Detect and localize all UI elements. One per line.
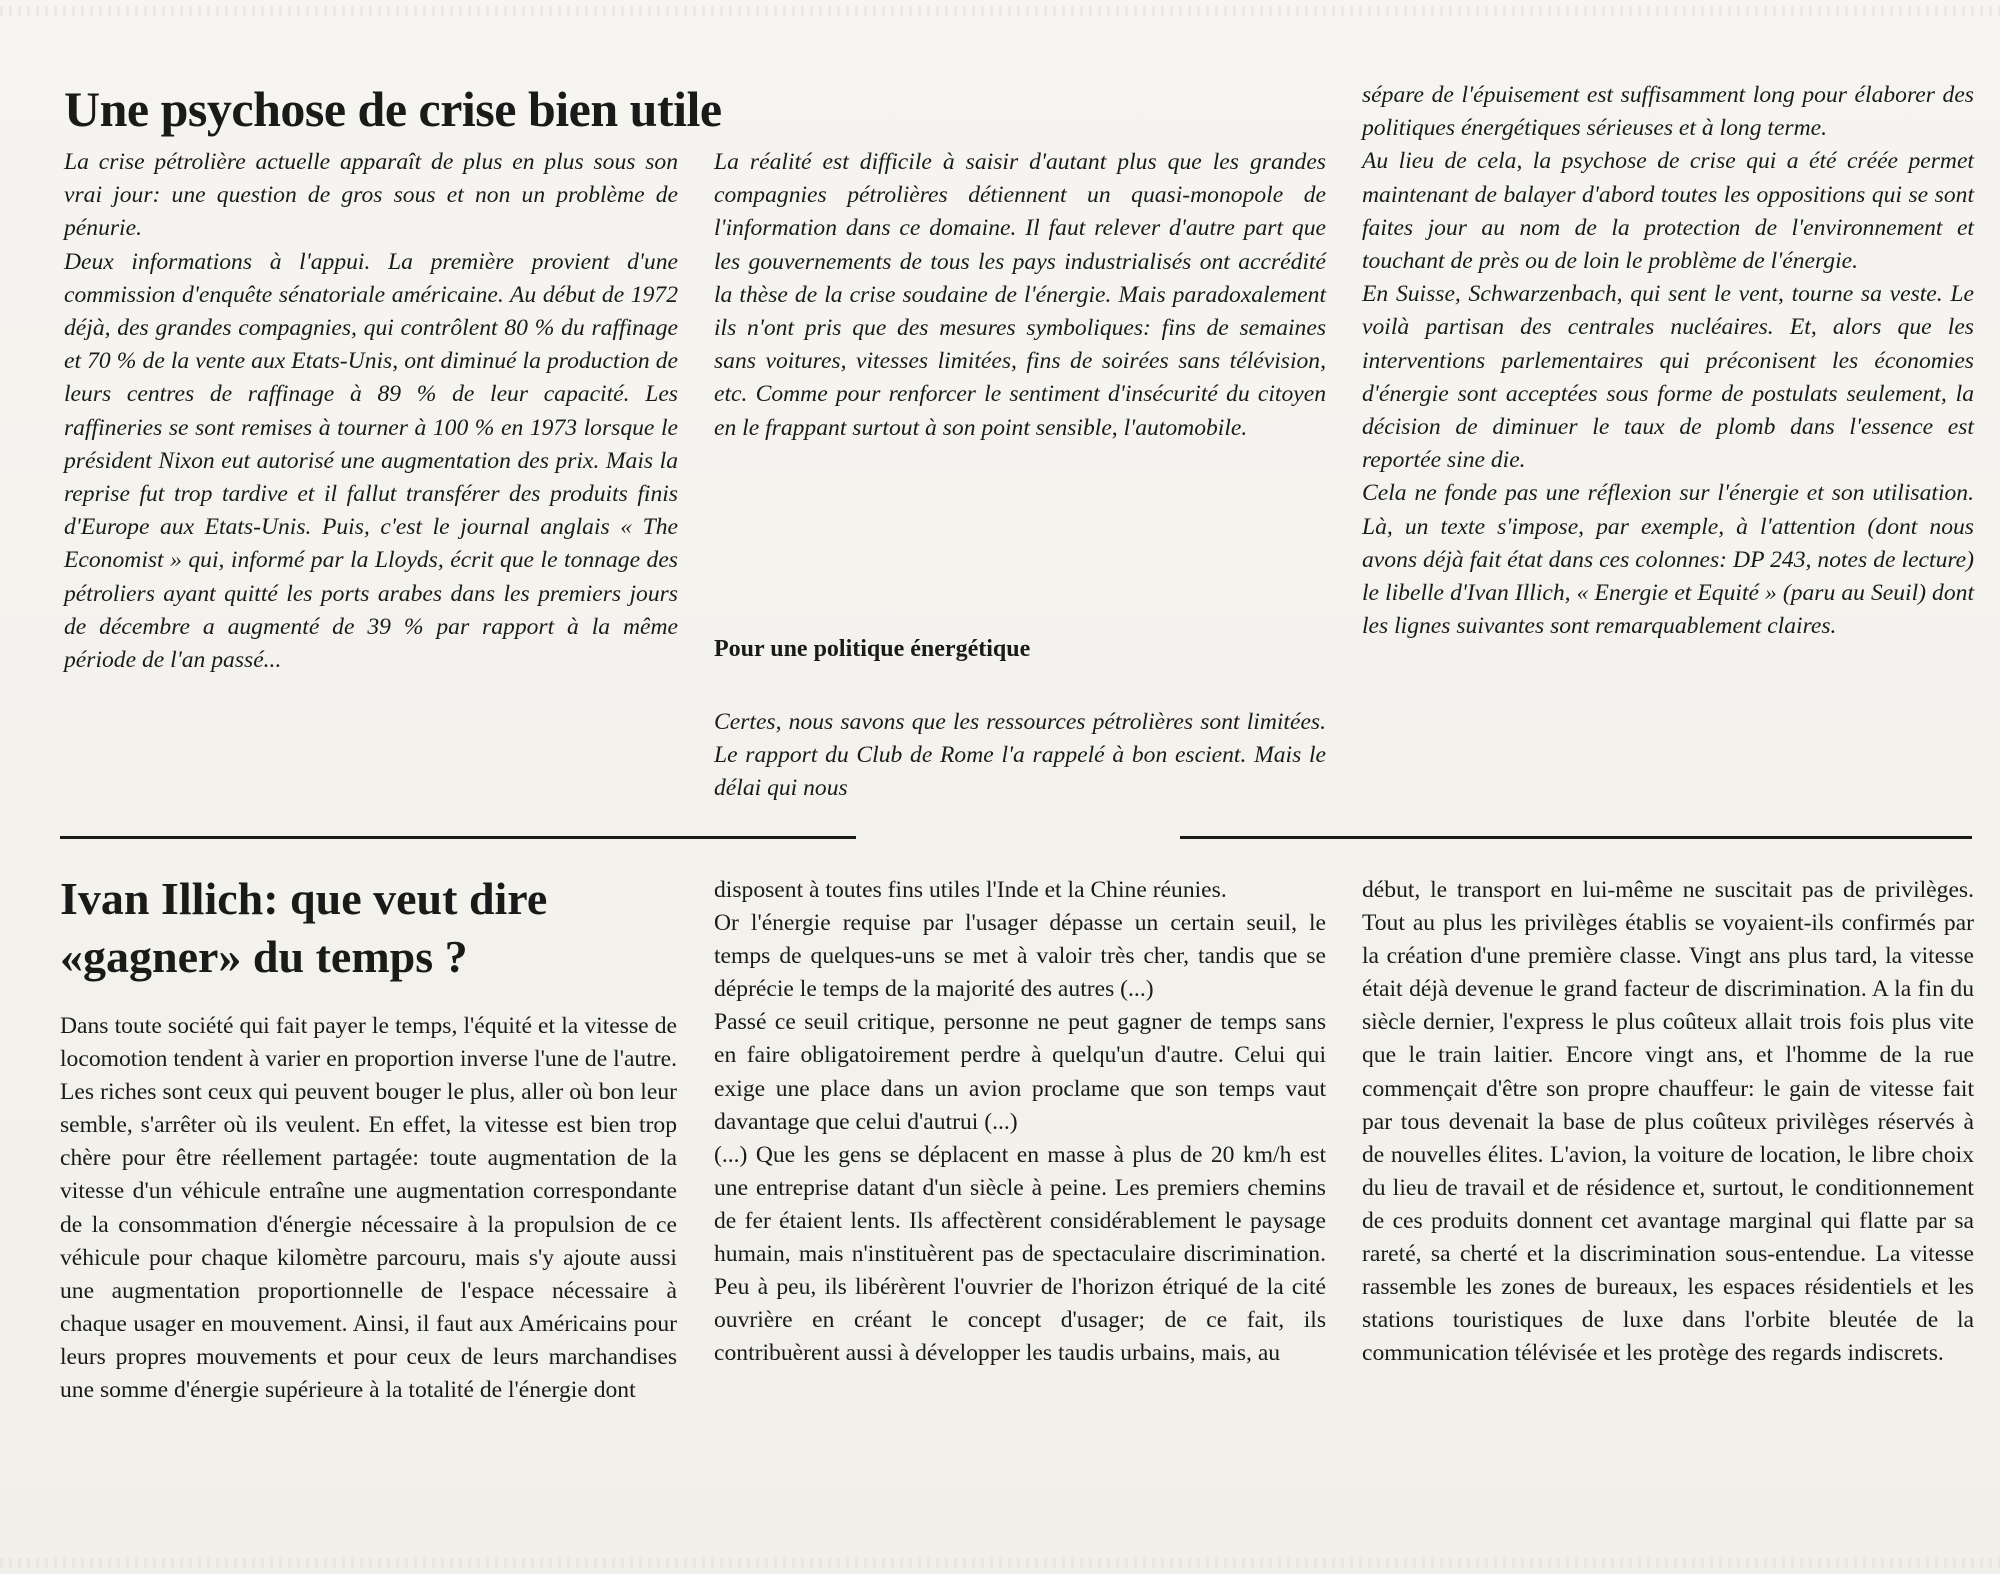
article1-column-2 <box>714 146 1326 445</box>
article1-col3-para-3: En Suisse, Schwarzenbach, qui sent le vent, tourne sa veste. Le voilà partisan des centrales nucléaires. Et, alors que les interventions parlementaires qui préconisent les économies d'énergie sont acceptées sous forme de postulats seulement, la décision de diminuer le taux de plomb dans l'essence est reportée sine die. <box>1362 281 1974 474</box>
article1-title: Une psychose de crise bien utile <box>64 81 722 137</box>
article1-col3-para-4: Cela ne fonde pas une réflexion sur l'énergie et son utilisation. Là, un texte s'impose, par exemple, à l'attention (dont nous avons déjà fait état dans ces colonnes: DP 243, notes de lecture) le libelle d'Ivan Illich, « Energie et Equité » (paru au Seuil) dont les lignes suivantes sont remarquablement claires. <box>1362 480 1974 640</box>
article1-col3-para-2: Au lieu de cela, la psychose de crise qui a été créée permet maintenant de balayer d'abord toutes les oppositions qui se sont faites jour au nom de la protection de l'environnement et touchant de près ou de loin le problème de l'énergie. <box>1362 148 1974 275</box>
article2-col3-para-1: début, le transport en lui-même ne suscitait pas de privilèges. Tout au plus les privilèges établis se voyaient-ils confirmés par la création d'une première classe. Vingt ans plus tard, la vitesse était déjà devenue le grand facteur de discrimination. A la fin du siècle dernier, l'express le plus coûteux allait trois fois plus vite que le train laitier. Encore vingt ans, et l'homme de la rue commençait d'être son propre chauffeur: le gain de vitesse fait par tous devenait la base de plus coûteux privilèges réservés à de nouvelles élites. L'avion, la voiture de location, le libre choix du lieu de travail et de résidence et, surtout, le conditionnement de ces produits donnent cet avantage marginal qui flatte par sa rareté, sa cherté et la discrimination sous-entendue. La vitesse rassemble les zones de bureaux, les espaces résidentiels et les stations touristiques de luxe dans l'orbite bleutée de la communication télévisée et les protège des regards indiscrets. <box>1362 877 1974 1367</box>
article1-col3-para-1: sépare de l'épuisement est suffisamment long pour élaborer des politiques énergétiques sérieuses et à long terme. <box>1362 82 1974 142</box>
article2-col2-para-2: Or l'énergie requise par l'usager dépasse un certain seuil, le temps de quelques-uns se met à valoir très cher, tandis que se déprécie le temps de la majorité des autres (...) <box>714 910 1326 1003</box>
article2-title-line-2: «gagner» du temps ? <box>60 931 468 982</box>
article2-title-line-1: Ivan Illich: que veut dire <box>60 873 548 924</box>
scan-edge-top <box>0 6 2000 16</box>
article2-col2-para-3: Passé ce seuil critique, personne ne peut gagner de temps sans en faire obligatoirement perdre à quelqu'un d'autre. Celui qui exige une place dans un avion proclame que son temps vaut davantage que celui d'autrui (...) <box>714 1009 1326 1135</box>
article2-column-2 <box>714 874 1326 1370</box>
article1-subhead: Pour une politique énergétique <box>714 636 1031 662</box>
article2-column-1 <box>60 1010 677 1407</box>
article2-col2-para-4: (...) Que les gens se déplacent en masse à plus de 20 km/h est une entreprise datant d'un siècle à peine. Les premiers chemins de fer étaient lents. Ils affectèrent considérablement le paysage humain, mais n'instituèrent pas de spectaculaire discrimination. Peu à peu, ils libérèrent l'ouvrier de l'horizon étriqué de la cité ouvrière en créant le concept d'usager; de ce fait, ils contribuèrent aussi à développer les taudis urbains, mais, au <box>714 1141 1326 1367</box>
article1-column-3 <box>1362 79 1974 643</box>
article1-col1-para-1: La crise pétrolière actuelle apparaît de plus en plus sous son vrai jour: une question de gros sous et non un problème de pénurie. <box>64 149 678 242</box>
article1-col2-para-1: La réalité est difficile à saisir d'autant plus que les grandes compagnies pétrolières détiennent un quasi-monopole de l'information dans ce domaine. Il faut relever d'autre part que les gouvernements de tous les pays industrialisés ont accrédité la thèse de la crise soudaine de l'énergie. Mais paradoxalement ils n'ont pris que des mesures symboliques: fins de semaines sans voitures, vitesses limitées, fins de soirées sans télévision, etc. Comme pour renforcer le sentiment d'insécurité du citoyen en le frappant surtout à son point sensible, l'automobile. <box>714 149 1326 441</box>
divider-rule-right <box>1180 836 1972 839</box>
article1-column-2b <box>714 706 1326 806</box>
divider-rule-left <box>60 836 856 839</box>
scan-edge-bottom <box>0 1558 2000 1568</box>
article2-title <box>60 870 700 986</box>
article1-col1-para-2: Deux informations à l'appui. La première provient d'une commission d'enquête sénatoriale américaine. Au début de 1972 déjà, des grandes compagnies, qui contrôlent 80 % du raffinage et 70 % de la vente aux Etats-Unis, ont diminué la production de leurs centres de raffinage à 89 % de leur capacité. Les raffineries se sont remises à tourner à 100 % en 1973 lorsque le président Nixon eut autorisé une augmentation des prix. Mais la reprise fut trop tardive et il fallut transférer des produits finis d'Europe aux Etats-Unis. Puis, c'est le journal anglais « The Economist » qui, informé par la Lloyds, écrit que le tonnage des pétroliers ayant quitté les ports arabes dans les premiers jours de décembre a augmenté de 39 % par rapport à la même période de l'an passé... <box>64 248 678 674</box>
article1-col2b-para-1: Certes, nous savons que les ressources pétrolières sont limitées. Le rapport du Club de Rome l'a rappelé à bon escient. Mais le délai qui nous <box>714 709 1326 802</box>
article2-col1-para-1: Dans toute société qui fait payer le temps, l'équité et la vitesse de locomotion tendent à varier en proportion inverse l'une de l'autre. Les riches sont ceux qui peuvent bouger le plus, aller où bon leur semble, s'arrêter où ils veulent. En effet, la vitesse est bien trop chère pour être réellement partagée: toute augmentation de la vitesse d'un véhicule entraîne une augmentation correspondante de la consommation d'énergie nécessaire à la propulsion de ce véhicule pour chaque kilomètre parcouru, mais s'y ajoute aussi une augmentation proportionnelle de l'espace nécessaire à chaque usager en mouvement. Ainsi, il faut aux Américains pour leurs propres mouvements et pour ceux de leurs marchandises une somme d'énergie supérieure à la totalité de l'énergie dont <box>60 1013 677 1404</box>
article2-column-3 <box>1362 874 1974 1370</box>
article1-column-1 <box>64 146 678 677</box>
article2-col2-para-1: disposent à toutes fins utiles l'Inde et la Chine réunies. <box>714 877 1227 903</box>
